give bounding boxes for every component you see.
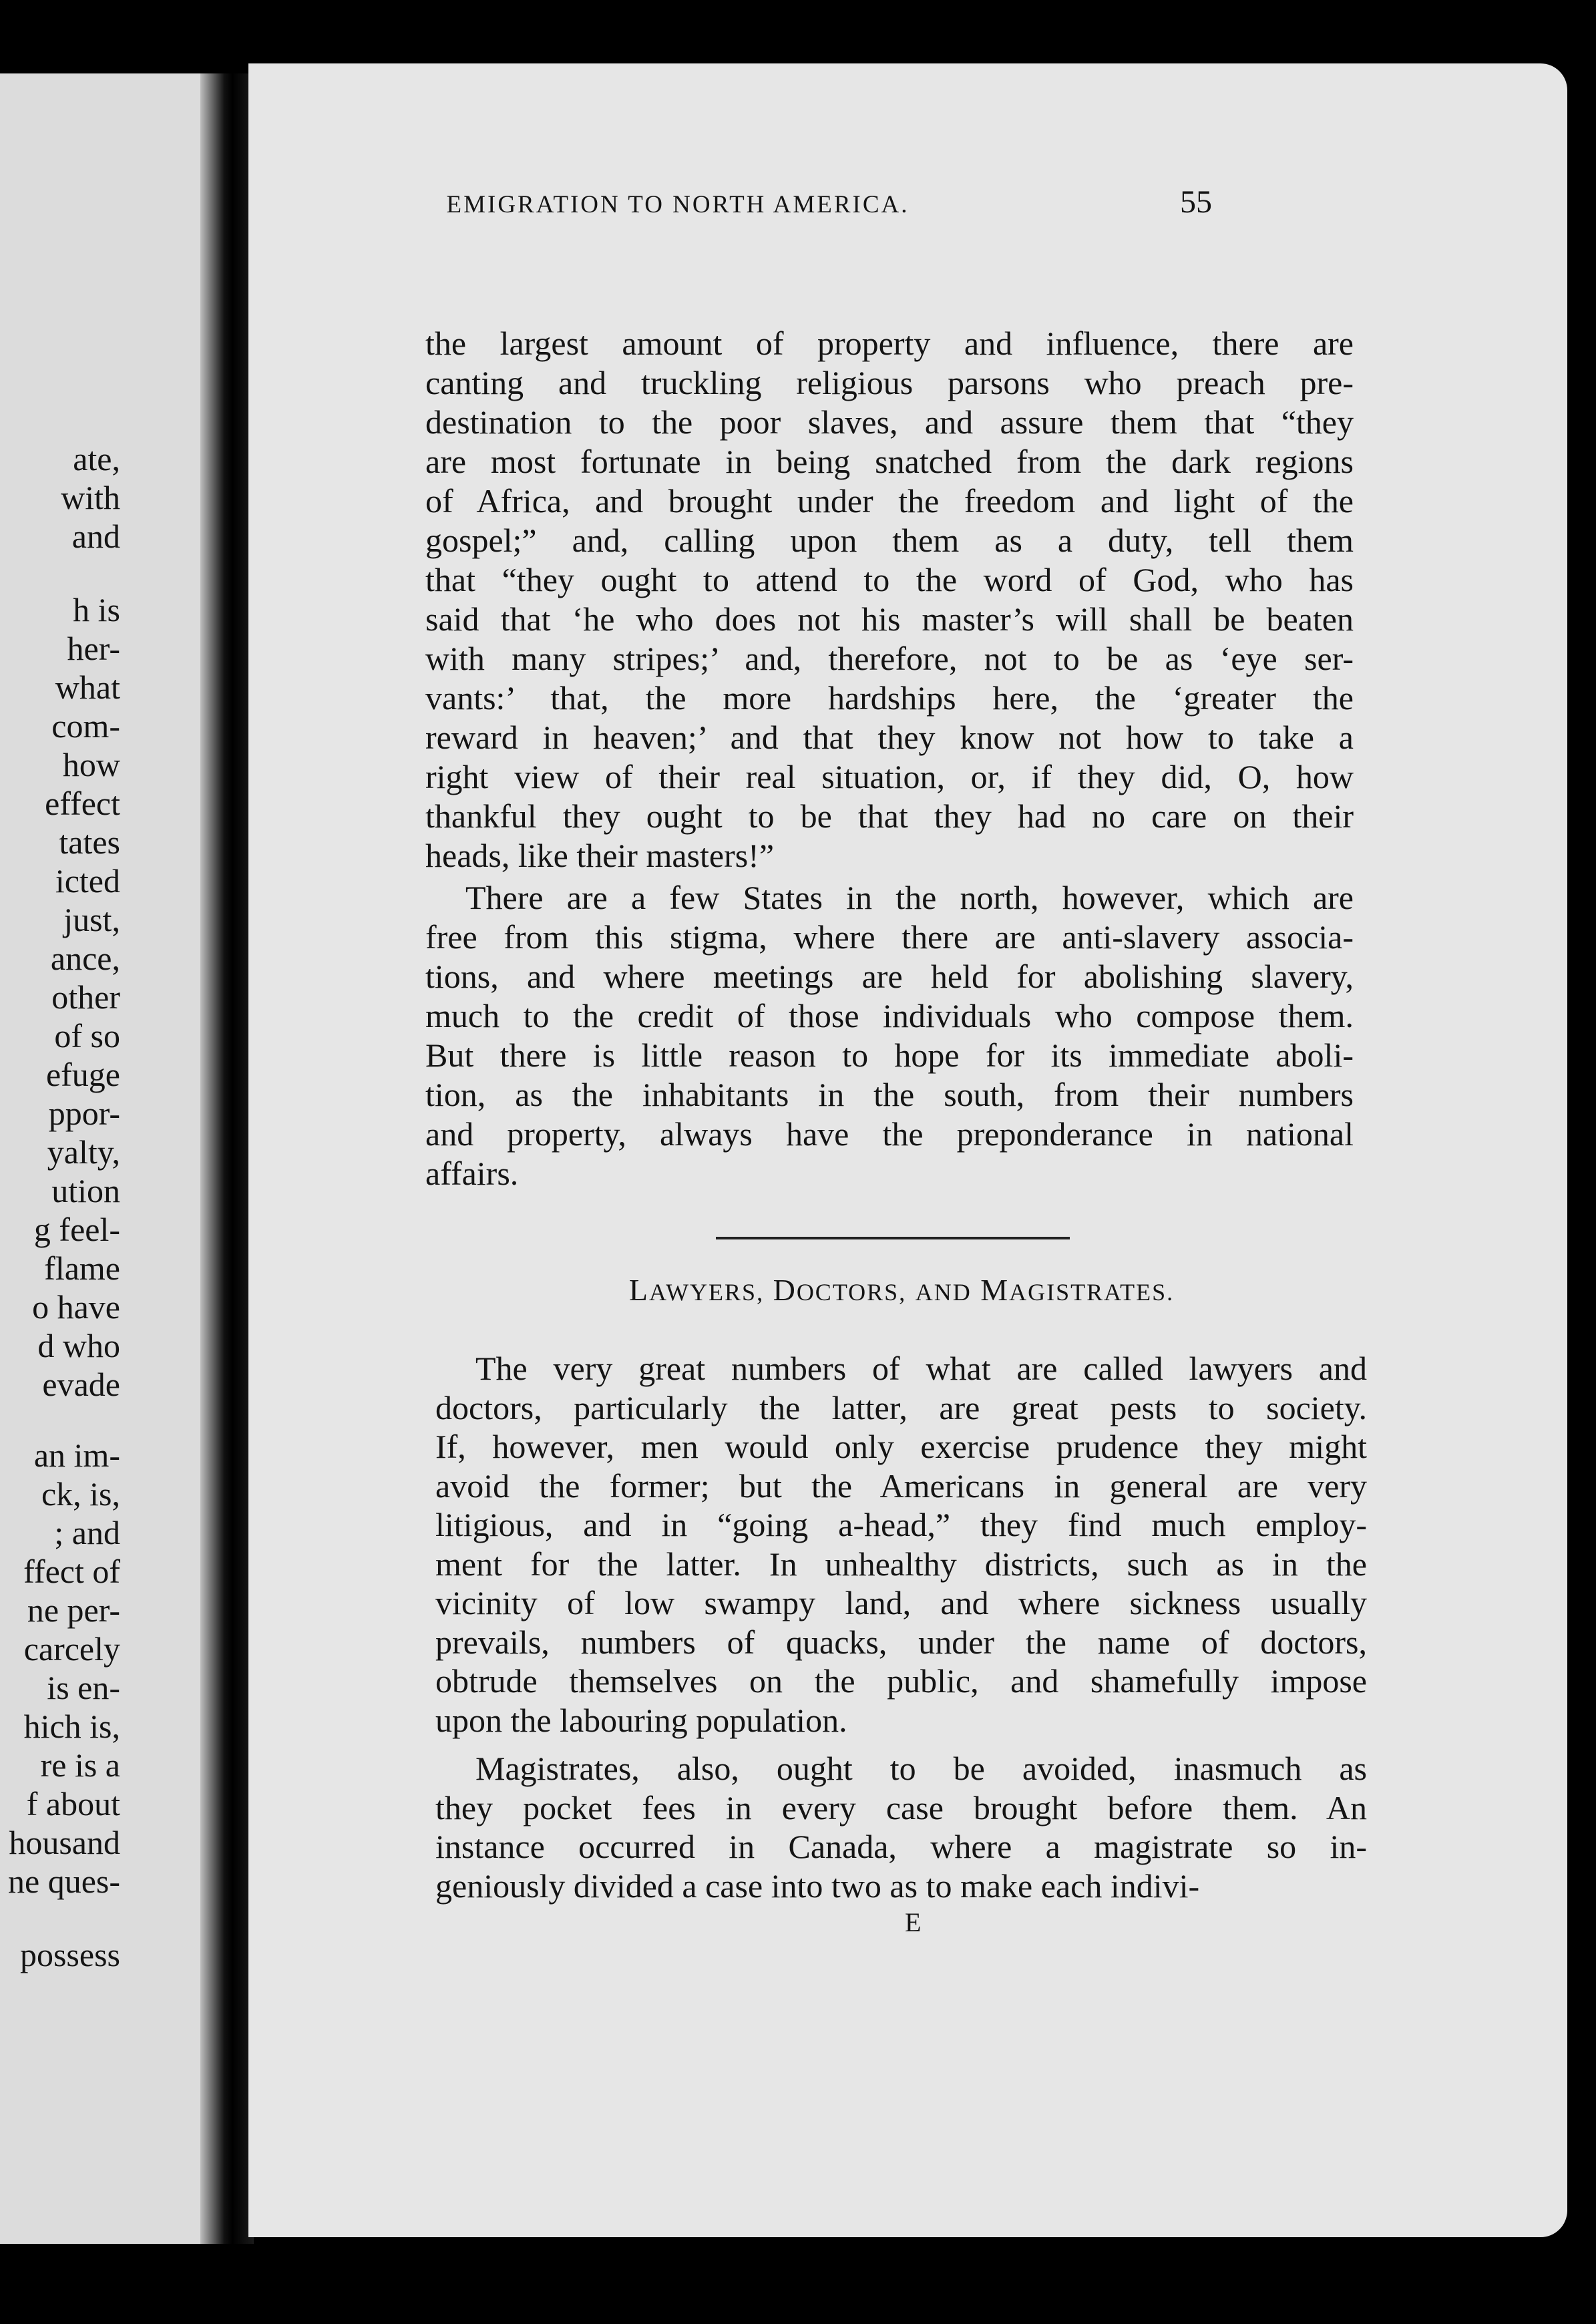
text-line: that “they ought to attend to the word of God, who has: [425, 561, 1354, 598]
page-header-title: EMIGRATION TO NORTH AMERICA.: [446, 191, 910, 218]
previous-page-line: housand: [9, 1824, 120, 1861]
text-line: of Africa, and brought under the freedom and light of the: [425, 482, 1354, 520]
text-line: tions, and where meetings are held for abolishing slavery,: [425, 958, 1354, 995]
text-line: said that ‘he who does not his master’s will shall be beaten: [425, 600, 1354, 638]
paragraph-magistrates: [435, 1749, 1367, 1905]
previous-page-line: of so: [54, 1017, 120, 1054]
previous-page-line: f about: [26, 1785, 120, 1822]
section-heading: [568, 1272, 1235, 1308]
text-line: ment for the latter. In unhealthy districts, such as in the: [435, 1545, 1367, 1583]
page-number: 55: [1180, 184, 1212, 220]
previous-page-line: ate,: [73, 440, 120, 477]
text-line: are most fortunate in being snatched from the dark regions: [425, 443, 1354, 480]
text-line: thankful they ought to be that they had no care on their: [425, 797, 1354, 835]
heading-word-lawyers: LAWYERS,: [628, 1273, 765, 1307]
text-line: destination to the poor slaves, and assure them that “they: [425, 403, 1354, 441]
heading-word-and: AND: [915, 1279, 972, 1306]
previous-page-line: ution: [51, 1172, 120, 1209]
previous-page-line: what: [55, 668, 120, 706]
previous-page-line: ck, is,: [41, 1475, 120, 1513]
text-line: they pocket fees in every case brought before them. An: [435, 1788, 1367, 1826]
text-line: tion, as the inhabitants in the south, from their numbers: [425, 1076, 1354, 1113]
previous-page-line: carcely: [23, 1630, 120, 1668]
text-line: If, however, men would only exercise prudence they might: [435, 1428, 1367, 1465]
paragraph-slavery-preaching: [425, 324, 1354, 876]
previous-page-line: is en-: [47, 1669, 120, 1706]
text-line: right view of their real situation, or, if they did, O, how: [425, 758, 1354, 795]
section-divider-rule: [716, 1237, 1070, 1239]
previous-page-line: ne ques-: [8, 1863, 120, 1900]
previous-page-line: just,: [63, 901, 120, 938]
text-line: But there is little reason to hope for its immediate aboli-: [425, 1036, 1354, 1074]
text-line: instance occurred in Canada, where a magistrate so in-: [435, 1828, 1367, 1865]
previous-page-line: ne per-: [27, 1591, 120, 1629]
text-line: much to the credit of those individuals who compose them.: [425, 997, 1354, 1034]
previous-page-line: tates: [59, 823, 120, 861]
previous-page-line: ffect of: [23, 1553, 120, 1590]
heading-word-doctors: DOCTORS,: [773, 1273, 907, 1307]
text-line: vicinity of low swampy land, and where sickness usually: [435, 1584, 1367, 1621]
text-line: reward in heaven;’ and that they know not how to take a: [425, 719, 1354, 756]
text-line: obtrude themselves on the public, and shamefully impose: [435, 1662, 1367, 1700]
previous-page-line: effect: [45, 785, 120, 822]
previous-page-line: and: [71, 518, 120, 555]
previous-page-line: re is a: [40, 1746, 120, 1784]
previous-page-line: h is: [73, 591, 120, 628]
previous-page-line: ppor-: [48, 1095, 120, 1132]
previous-page-line: yalty,: [47, 1133, 120, 1171]
previous-page-line: possess: [19, 1936, 120, 1973]
text-line: avoid the former; but the Americans in general are very: [435, 1467, 1367, 1505]
previous-page-line: evade: [42, 1366, 120, 1403]
body-text-section: [435, 1349, 1367, 1905]
previous-page-line: efuge: [45, 1056, 120, 1093]
previous-page-line: how: [62, 746, 120, 783]
heading-word-magistrates: MAGISTRATES.: [980, 1273, 1175, 1307]
text-line: affairs.: [425, 1155, 519, 1192]
previous-page-line: other: [51, 978, 120, 1016]
previous-page-line: with: [61, 479, 120, 516]
book-spine-shadow: [200, 73, 254, 2244]
text-line: Magistrates, also, ought to be avoided, inasmuch as: [475, 1750, 1367, 1787]
text-line: vants:’ that, the more hardships here, the ‘greater the: [425, 679, 1354, 717]
text-line: the largest amount of property and influence, there are: [425, 325, 1354, 362]
paragraph-northern-states: [425, 878, 1354, 1193]
previous-page-line: an im-: [33, 1436, 120, 1474]
previous-page-line: hich is,: [23, 1708, 120, 1745]
previous-page-line: her-: [67, 630, 120, 667]
running-head: [344, 184, 1212, 230]
paragraph-lawyers-doctors: [435, 1349, 1367, 1740]
text-line: gospel;” and, calling upon them as a duty, tell them: [425, 522, 1354, 559]
text-line: upon the labouring population.: [435, 1701, 847, 1739]
text-line: canting and truckling religious parsons who preach pre-: [425, 364, 1354, 401]
body-text-top: [425, 324, 1354, 1193]
previous-page-line: flame: [44, 1249, 120, 1287]
previous-page-line: com-: [51, 707, 120, 745]
previous-page: [0, 73, 230, 2244]
previous-page-line: ; and: [54, 1514, 120, 1551]
previous-page-line: o have: [32, 1288, 120, 1326]
text-line: litigious, and in “going a-head,” they find much employ-: [435, 1506, 1367, 1543]
text-line: free from this stigma, where there are anti-slavery associa-: [425, 918, 1354, 956]
text-line: and property, always have the preponderance in national: [425, 1115, 1354, 1153]
previous-page-line: g feel-: [33, 1211, 120, 1248]
previous-page-line: d who: [37, 1327, 120, 1364]
previous-page-text-column: [0, 439, 120, 1974]
previous-page-line: icted: [55, 862, 120, 900]
text-line: The very great numbers of what are called lawyers and: [475, 1350, 1367, 1387]
previous-page-line: ance,: [50, 940, 120, 977]
text-line: prevails, numbers of quacks, under the name of doctors,: [435, 1623, 1367, 1661]
text-line: heads, like their masters!”: [425, 837, 775, 874]
signature-mark: E: [905, 1907, 922, 1937]
text-line: geniously divided a case into two as to make each indivi-: [435, 1867, 1200, 1905]
text-line: doctors, particularly the latter, are great pests to society.: [435, 1388, 1367, 1426]
text-line: There are a few States in the north, however, which are: [465, 879, 1354, 916]
text-line: with many stripes;’ and, therefore, not to be as ‘eye ser-: [425, 640, 1354, 677]
